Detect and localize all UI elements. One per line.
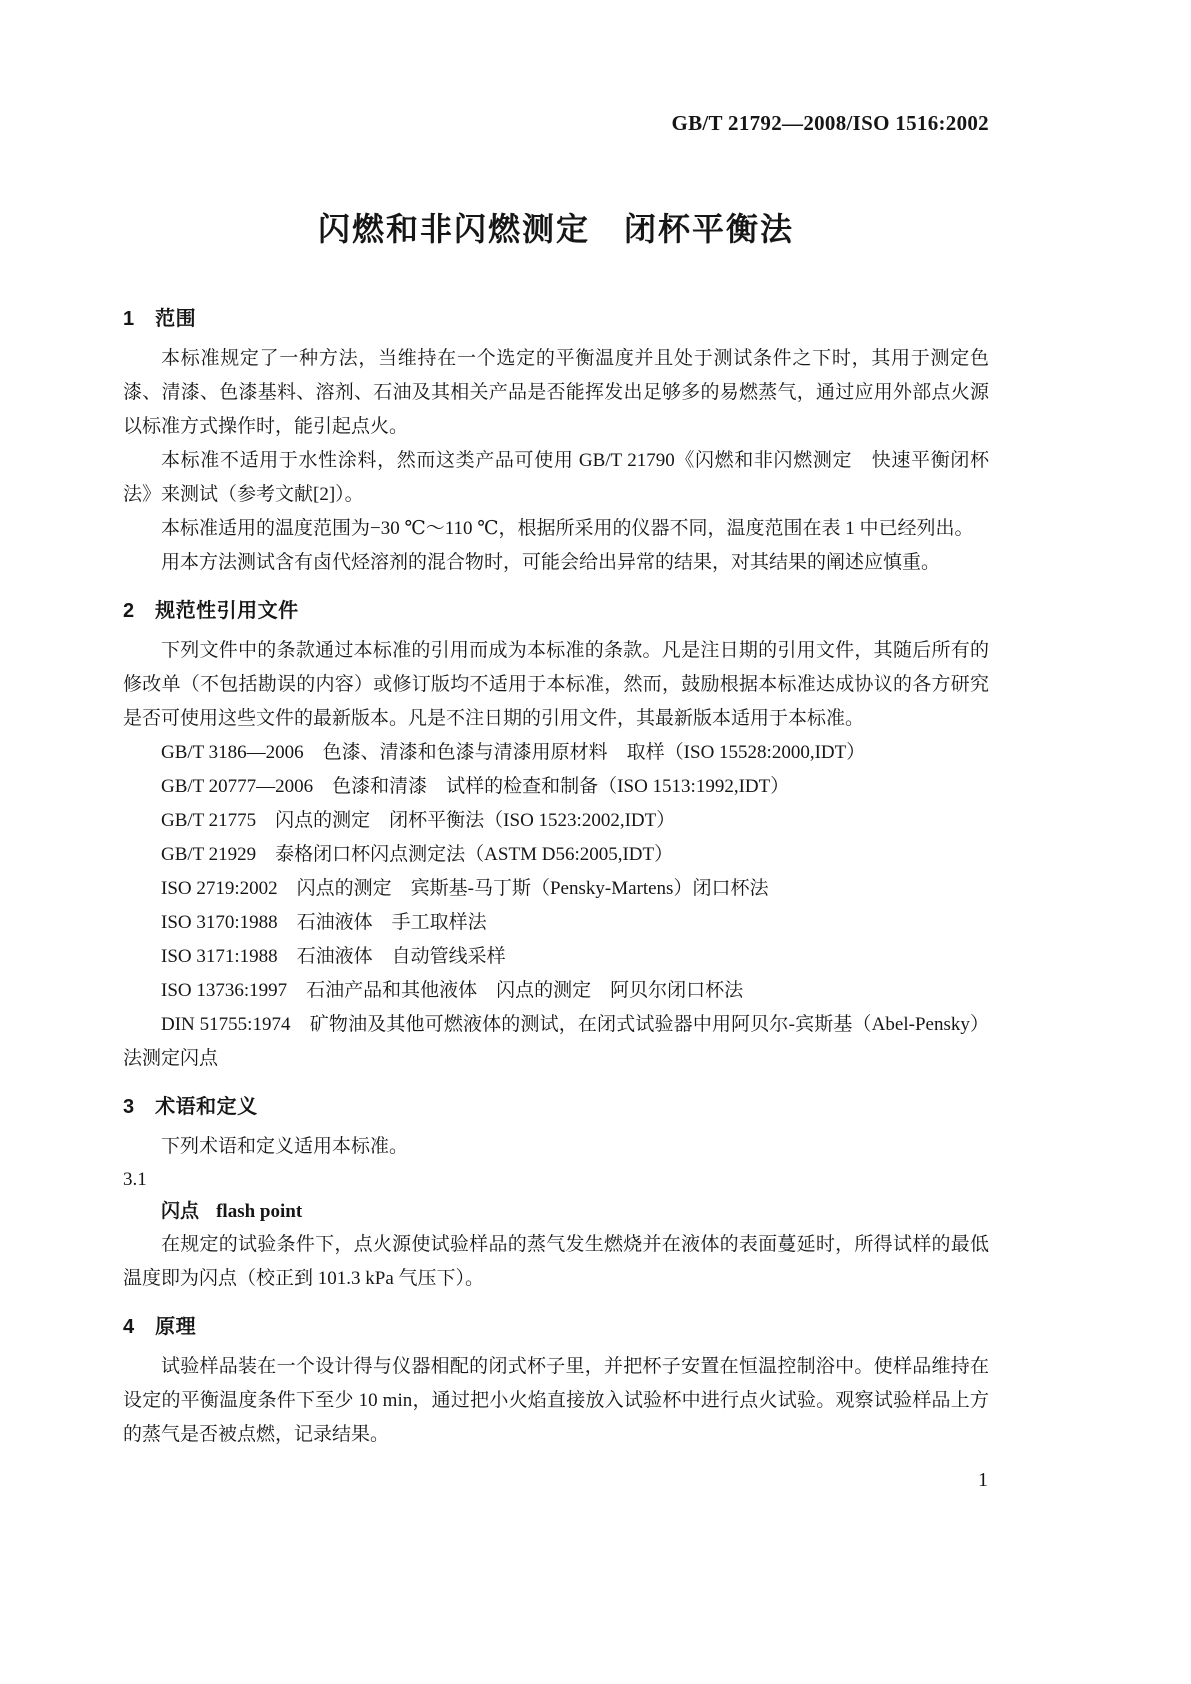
document-title: 闪燃和非闪燃测定 闭杯平衡法	[317, 211, 794, 247]
section-normative-references	[123, 594, 989, 1076]
section-3-heading: 3 术语和定义	[123, 1096, 258, 1118]
reference-item-3: GB/T 21775 闪点的测定 闭杯平衡法（ISO 1523:2002,IDT）	[161, 810, 676, 831]
standard-number: GB/T 21792—2008/ISO 1516:2002	[671, 111, 989, 135]
section-principle	[123, 1310, 989, 1452]
reference-item-4: GB/T 21929 泰格闭口杯闪点测定法（ASTM D56:2005,IDT）	[161, 844, 674, 865]
reference-item-8: ISO 13736:1997 石油产品和其他液体 闪点的测定 阿贝尔闭口杯法	[161, 980, 744, 1001]
term-definition: 在规定的试验条件下，点火源使试验样品的蒸气发生燃烧并在液体的表面蔓延时，所得试样的最低温度即为闪点（校正到 101.3 kPa 气压下）。	[123, 1234, 989, 1289]
page-content	[123, 0, 989, 1452]
term-english: flash point	[216, 1201, 303, 1222]
section-2-heading: 2 规范性引用文件	[123, 600, 299, 622]
page-number: 1	[978, 1469, 988, 1491]
reference-item-9: DIN 51755:1974 矿物油及其他可燃液体的测试，在闭式试验器中用阿贝尔-宾斯基（Abel-Pensky）法测定闪点	[123, 1014, 989, 1069]
terms-intro: 下列术语和定义适用本标准。	[161, 1136, 409, 1157]
reference-item-2: GB/T 20777—2006 色漆和清漆 试样的检查和制备（ISO 1513:1992,IDT）	[161, 776, 790, 797]
references-intro: 下列文件中的条款通过本标准的引用而成为本标准的条款。凡是注日期的引用文件，其随后所有的修改单（不包括勘误的内容）或修订版均不适用于本标准，然而，鼓励根据本标准达成协议的各方研究是否可使用这些文件的最新版本。凡是不注日期的引用文件，其最新版本适用于本标准。	[123, 640, 989, 729]
term-entry	[123, 1196, 989, 1228]
scope-paragraph-4: 用本方法测试含有卤代烃溶剂的混合物时，可能会给出异常的结果，对其结果的阐述应慎重。	[161, 552, 941, 573]
principle-paragraph: 试验样品装在一个设计得与仪器相配的闭式杯子里，并把杯子安置在恒温控制浴中。使样品维持在设定的平衡温度条件下至少 10 min，通过把小火焰直接放入试验杯中进行点火试验。观察试验样品上方的蒸气是否被点燃，记录结果。	[123, 1356, 989, 1445]
section-4-heading: 4 原理	[123, 1316, 197, 1338]
reference-item-7: ISO 3171:1988 石油液体 自动管线采样	[161, 946, 506, 967]
scope-paragraph-1: 本标准规定了一种方法，当维持在一个选定的平衡温度并且处于测试条件之下时，其用于测定色漆、清漆、色漆基料、溶剂、石油及其相关产品是否能挥发出足够多的易燃蒸气，通过应用外部点火源以标准方式操作时，能引起点火。	[123, 348, 989, 437]
scope-paragraph-2: 本标准不适用于水性涂料，然而这类产品可使用 GB/T 21790《闪燃和非闪燃测定 快速平衡闭杯法》来测试（参考文献[2]）。	[123, 450, 989, 505]
clause-number: 3.1	[123, 1169, 147, 1190]
term-chinese: 闪点	[161, 1201, 200, 1222]
reference-item-6: ISO 3170:1988 石油液体 手工取样法	[161, 912, 487, 933]
section-terms-definitions	[123, 1090, 989, 1296]
section-scope	[123, 302, 989, 580]
reference-item-5: ISO 2719:2002 闪点的测定 宾斯基-马丁斯（Pensky-Martens）闭口杯法	[161, 878, 769, 899]
section-1-heading: 1 范围	[123, 308, 197, 330]
scope-paragraph-3: 本标准适用的温度范围为−30 ℃～110 ℃，根据所采用的仪器不同，温度范围在表 1 中已经列出。	[161, 518, 974, 539]
reference-item-1: GB/T 3186—2006 色漆、清漆和色漆与清漆用原材料 取样（ISO 15528:2000,IDT）	[161, 742, 866, 763]
